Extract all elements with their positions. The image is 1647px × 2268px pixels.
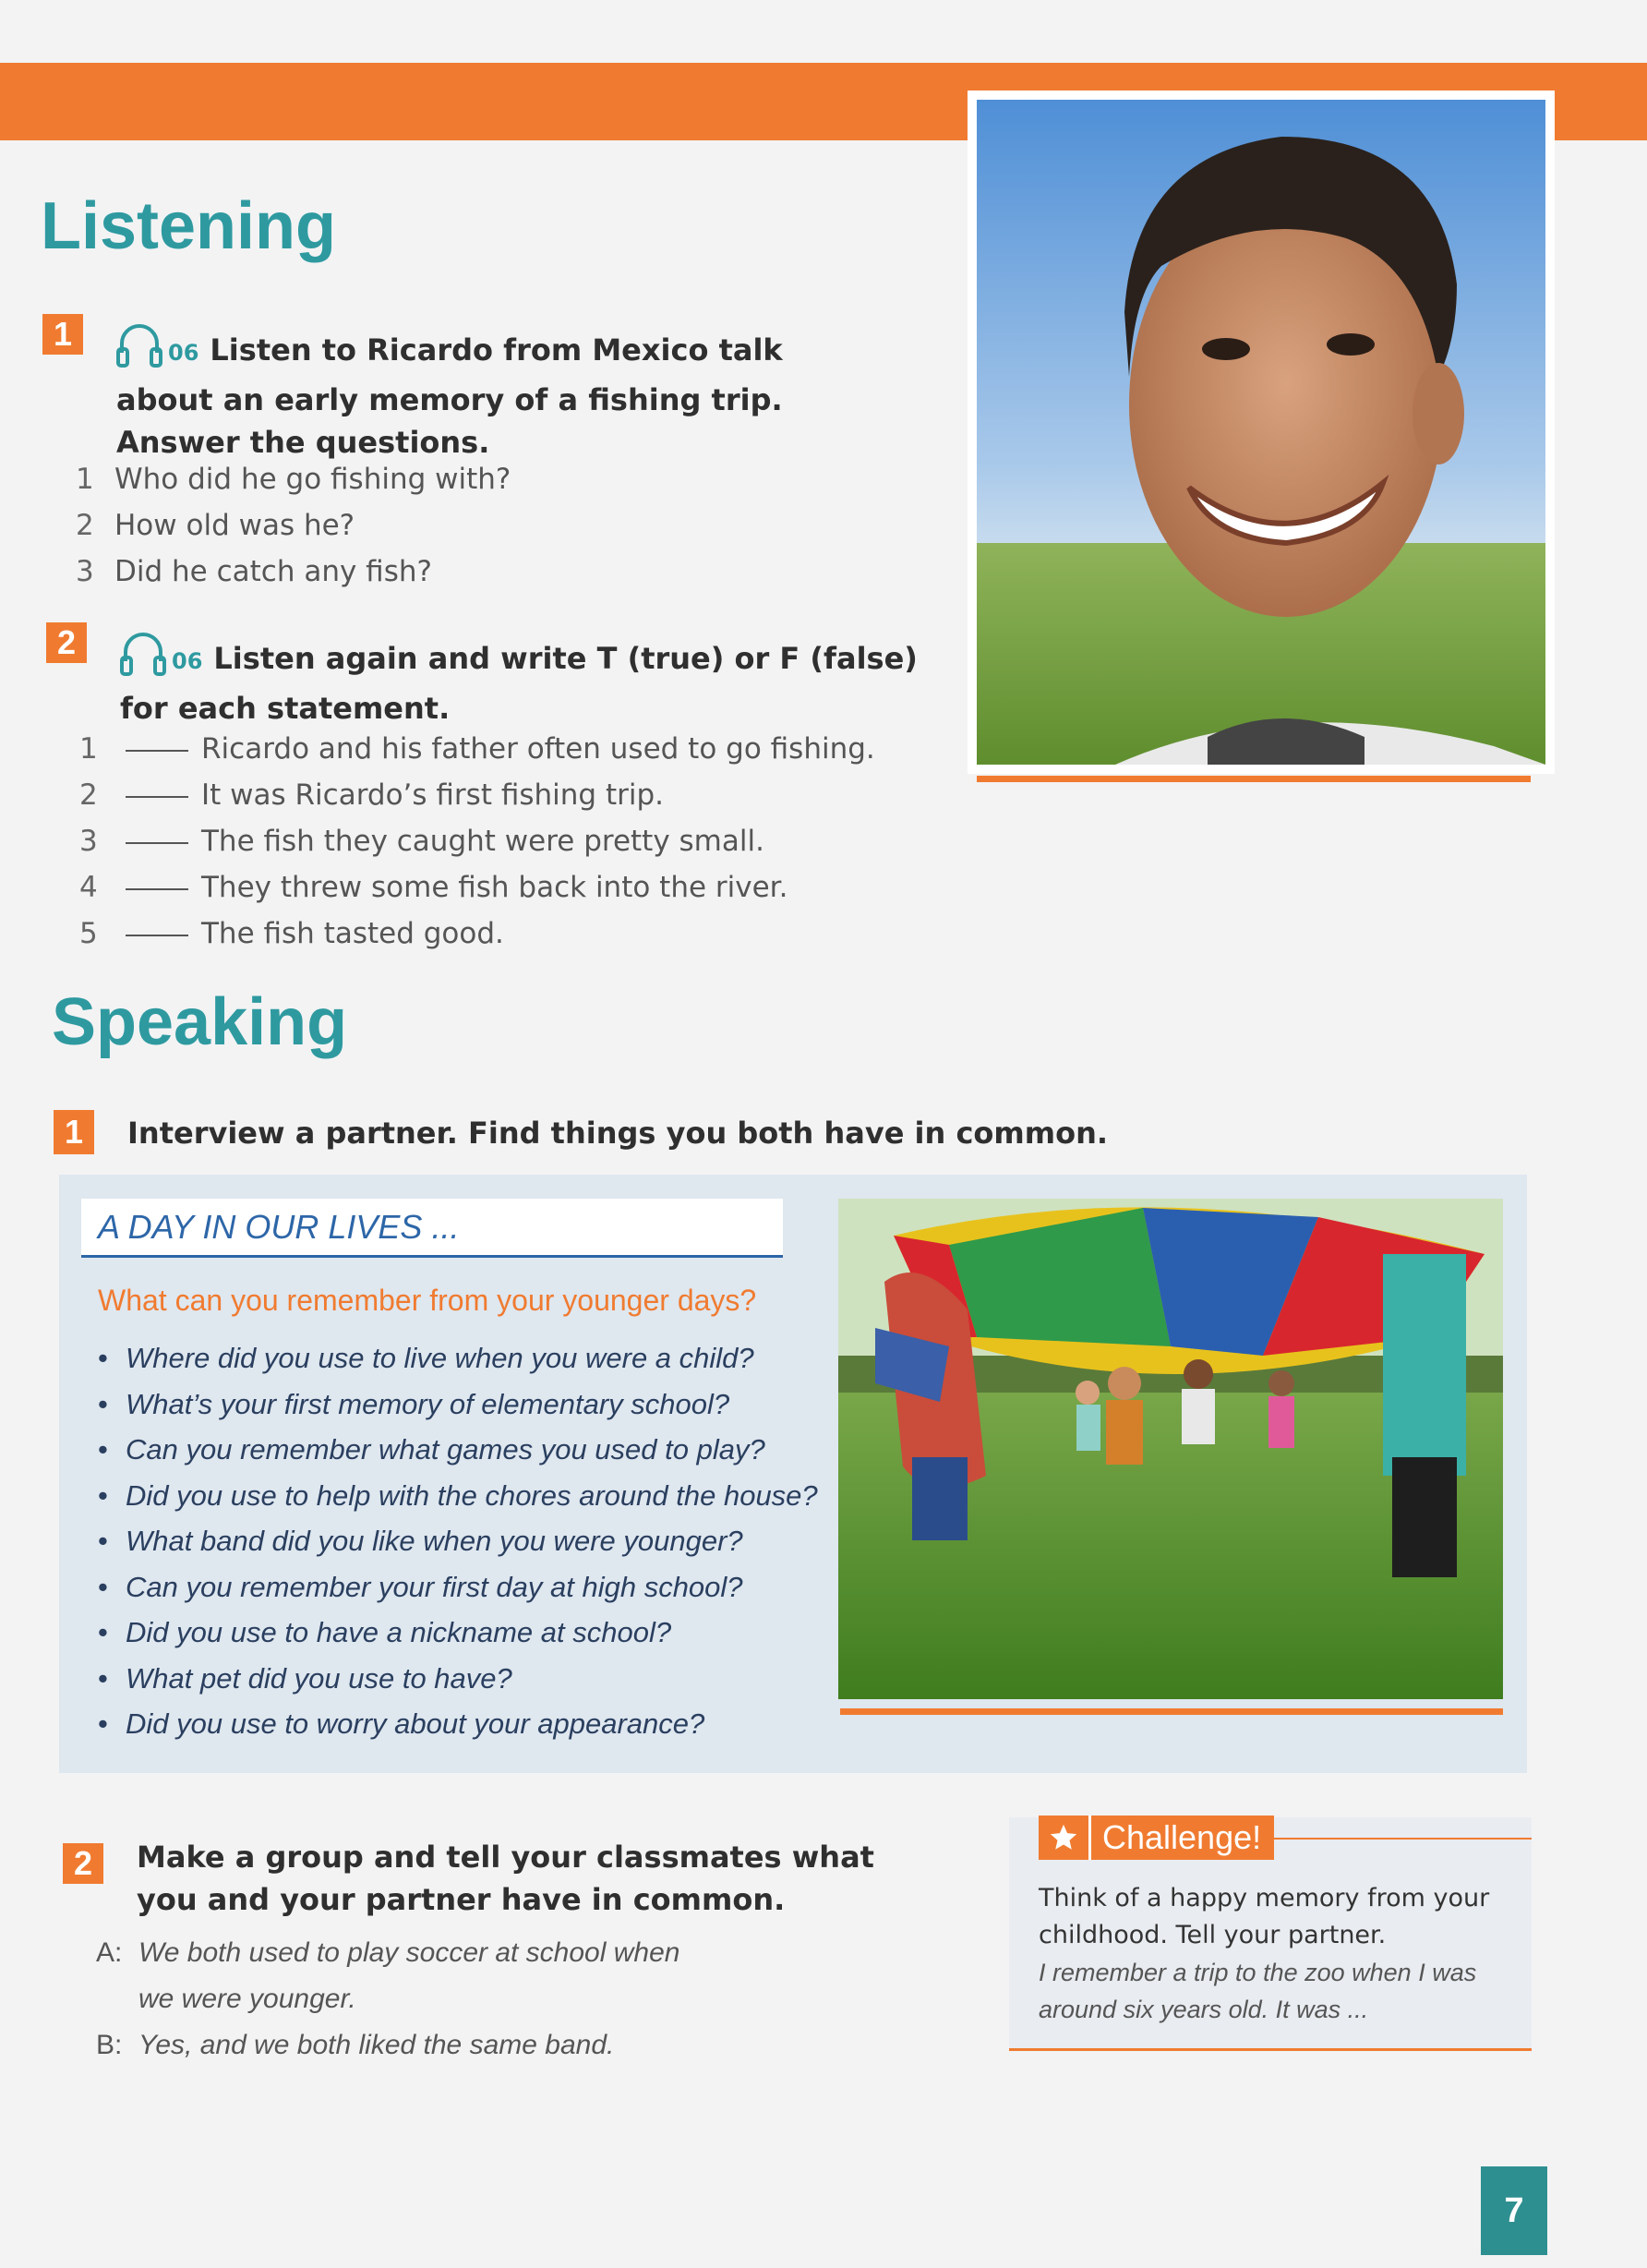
discussion-questions — [98, 1335, 818, 1747]
speaking-heading: Speaking — [52, 985, 348, 1059]
audio-track-number: 06 — [172, 648, 203, 674]
listening-ex1-questions — [76, 456, 511, 595]
example-dialog — [96, 1930, 679, 2069]
list-item: 4 They threw some fish back into the river. — [79, 864, 875, 911]
list-item: • Did you use to worry about your appearance? — [98, 1707, 705, 1740]
list-item: • Did you use to have a nickname at school? — [98, 1616, 672, 1648]
portrait-underline — [977, 776, 1531, 782]
listening-ex2-statements — [79, 726, 875, 957]
speaking-ex2-instruction: Make a group and tell your classmates what you and your partner have in common. — [137, 1840, 874, 1917]
list-item: 3 The fish they caught were pretty small. — [79, 818, 875, 864]
audio-track-number: 06 — [168, 340, 199, 366]
exercise-number: 2 — [63, 1843, 103, 1884]
list-item: 1 Ricardo and his father often used to go fishing. — [79, 726, 875, 772]
list-item: 3 Did he catch any fish? — [76, 555, 432, 588]
box-title: A DAY IN OUR LIVES ... — [81, 1199, 783, 1258]
listening-ex1-instruction: 06 Listen to Ricardo from Mexico talk about an early memory of a fishing trip. Answer the questions. — [116, 320, 873, 464]
listening-heading: Listening — [41, 189, 336, 263]
answer-blank[interactable] — [126, 818, 188, 844]
speaking-ex1-instruction: Interview a partner. Find things you both have in common. — [127, 1116, 1108, 1151]
exercise-number: 2 — [46, 622, 87, 663]
page-number: 7 — [1481, 2166, 1547, 2255]
dialog-line: A: We both used to play soccer at school when we were younger. — [96, 1937, 680, 2014]
challenge-text: Think of a happy memory from your childhood. Tell your partner. I remember a trip to the zoo when I was around six years old. It was ... — [1039, 1884, 1490, 2023]
listening-ex2-instruction: 06 Listen again and write T (true) or F (false) for each statement. — [120, 628, 951, 730]
headphones-icon — [116, 320, 162, 379]
exercise-number: 1 — [54, 1110, 94, 1154]
list-item: 1 Who did he go fishing with? — [76, 463, 511, 496]
star-icon — [1039, 1816, 1091, 1860]
box-subheading: What can you remember from your younger days? — [98, 1284, 757, 1317]
list-item: 2 How old was he? — [76, 509, 355, 542]
children-parachute-photo — [838, 1199, 1503, 1699]
dialog-line: B: Yes, and we both liked the same band. — [96, 2030, 615, 2060]
answer-blank[interactable] — [126, 911, 188, 936]
answer-blank[interactable] — [126, 864, 188, 890]
photo-underline — [840, 1708, 1503, 1715]
answer-blank[interactable] — [126, 726, 188, 752]
list-item: 5 The fish tasted good. — [79, 911, 875, 957]
challenge-tag: Challenge! — [1039, 1816, 1274, 1860]
list-item: • Where did you use to live when you were a child? — [98, 1342, 754, 1374]
list-item: • What pet did you use to have? — [98, 1661, 512, 1695]
answer-blank[interactable] — [126, 772, 188, 798]
list-item: • What band did you like when you were younger? — [98, 1525, 743, 1557]
list-item: • What’s your first memory of elementary school? — [98, 1387, 730, 1420]
headphones-icon — [120, 628, 166, 687]
portrait-photo — [968, 90, 1555, 774]
list-item: • Did you use to help with the chores around the house? — [98, 1478, 818, 1512]
list-item: • Can you remember what games you used to play? — [98, 1433, 765, 1466]
exercise-number: 1 — [42, 314, 83, 355]
list-item: • Can you remember your first day at high school? — [98, 1570, 743, 1603]
list-item: 2 It was Ricardo’s first fishing trip. — [79, 772, 875, 818]
